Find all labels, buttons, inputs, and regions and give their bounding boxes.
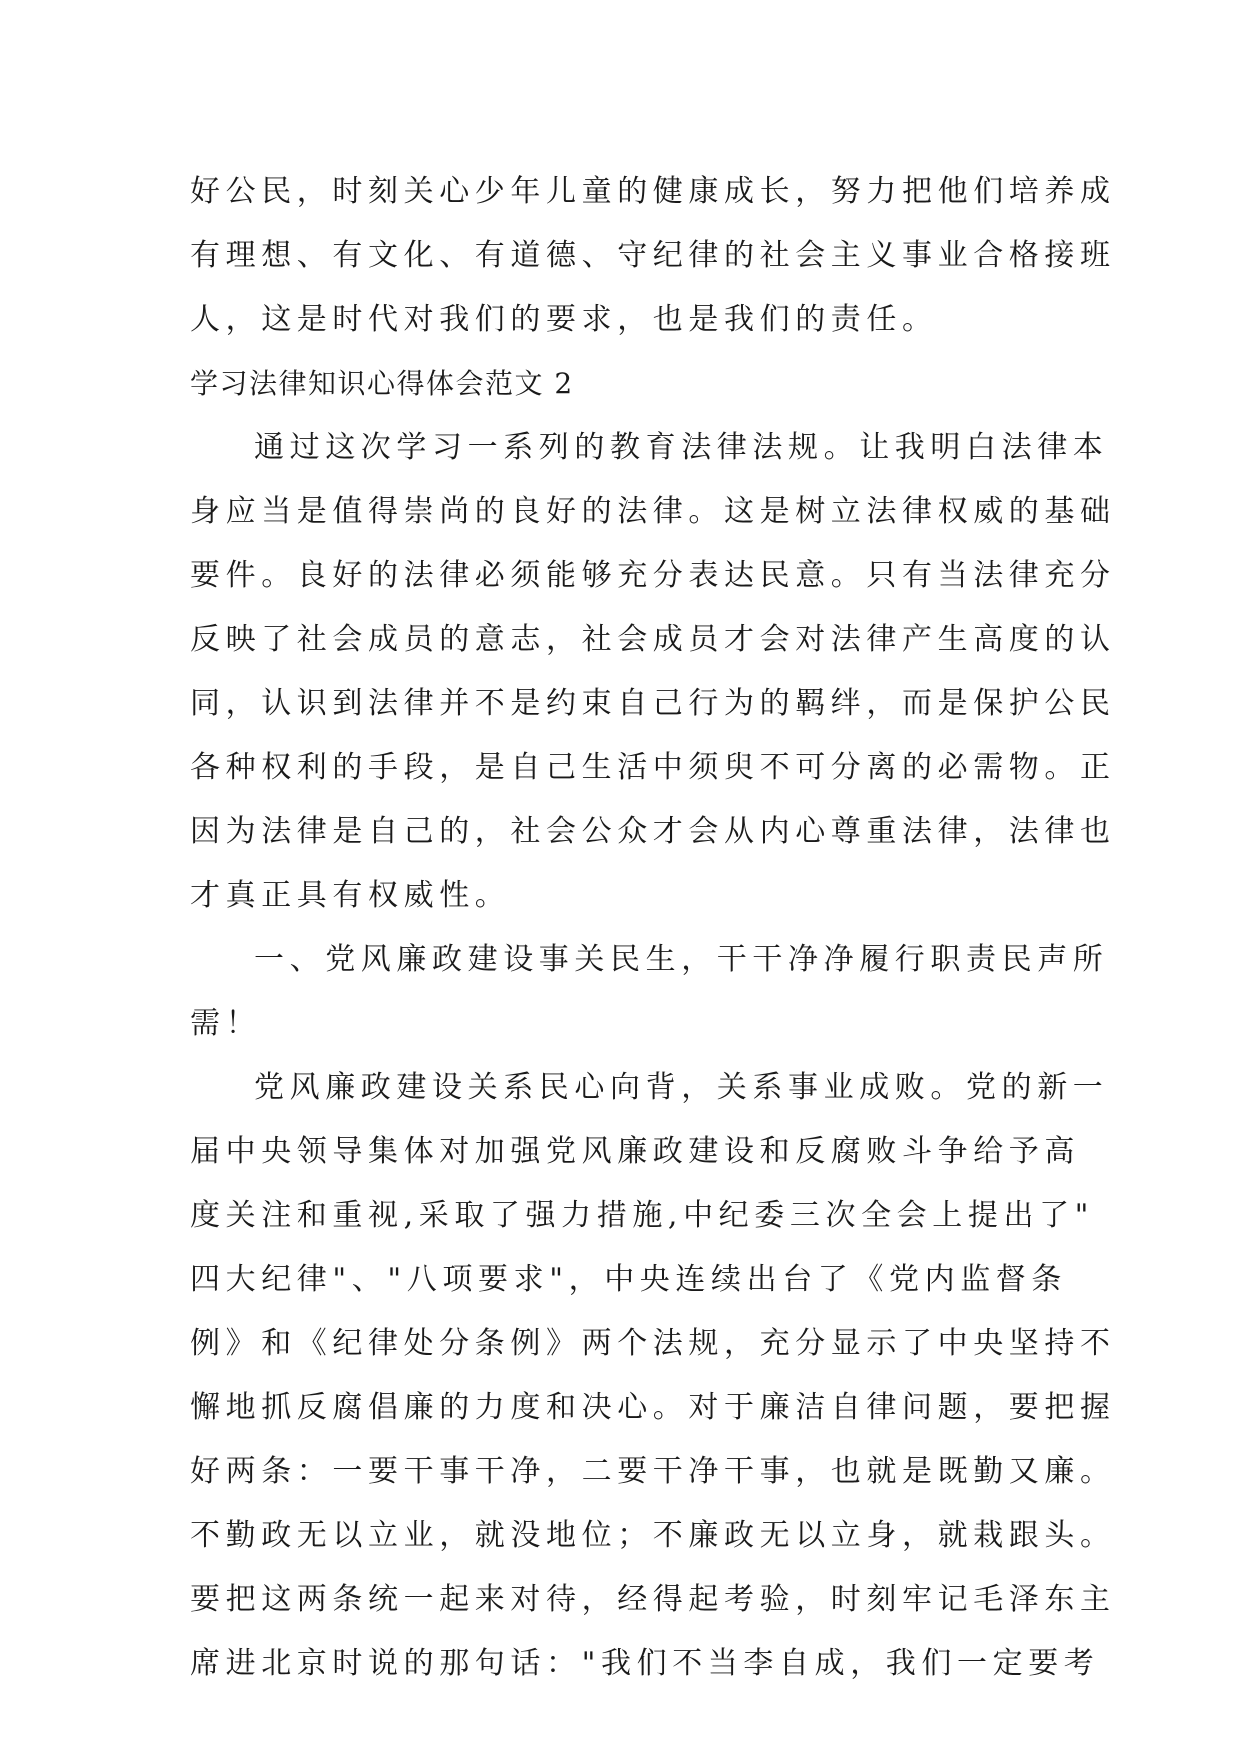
text-line: 例》和《纪律处分条例》两个法规，充分显示了中央坚持不 [190, 1326, 1116, 1361]
text-line: 需！ [190, 1006, 262, 1041]
text-line: 席进北京时说的那句话："我们不当李自成，我们一定要考 [190, 1646, 1100, 1681]
text-line: 届中央领导集体对加强党风廉政建设和反腐败斗争给予高 [190, 1134, 1080, 1169]
text-line: 四大纪律"、"八项要求"，中央连续出台了《党内监督条 [190, 1262, 1067, 1297]
section-heading: 学习法律知识心得体会范文 2 [190, 367, 574, 400]
subheading-first-line: 一、党风廉政建设事关民生，干干净净履行职责民声所 [254, 942, 1109, 977]
text-line: 身应当是值得崇尚的良好的法律。这是树立法律权威的基础 [190, 494, 1116, 529]
text-line: 同，认识到法律并不是约束自己行为的羁绊，而是保护公民 [190, 686, 1116, 721]
text-line: 因为法律是自己的，社会公众才会从内心尊重法律，法律也 [190, 814, 1116, 849]
text-line: 要件。良好的法律必须能够充分表达民意。只有当法律充分 [190, 558, 1116, 593]
document-body [190, 160, 1116, 1696]
paragraph-first-line: 通过这次学习一系列的教育法律法规。让我明白法律本 [254, 430, 1109, 465]
text-line: 度关注和重视,采取了强力措施,中纪委三次全会上提出了" [190, 1198, 1095, 1233]
text-line: 要把这两条统一起来对待，经得起考验，时刻牢记毛泽东主 [190, 1582, 1116, 1617]
text-line: 有理想、有文化、有道德、守纪律的社会主义事业合格接班 [190, 238, 1116, 273]
text-line: 懈地抓反腐倡廉的力度和决心。对于廉洁自律问题，要把握 [190, 1390, 1116, 1425]
text-line: 不勤政无以立业，就没地位；不廉政无以立身，就栽跟头。 [190, 1518, 1116, 1553]
text-line: 才真正具有权威性。 [190, 878, 511, 913]
text-line: 好两条：一要干事干净，二要干净干事，也就是既勤又廉。 [190, 1454, 1116, 1489]
text-line: 各种权利的手段，是自己生活中须臾不可分离的必需物。正 [190, 750, 1116, 785]
text-line: 好公民，时刻关心少年儿童的健康成长，努力把他们培养成 [190, 174, 1116, 209]
paragraph-first-line: 党风廉政建设关系民心向背，关系事业成败。党的新一 [254, 1070, 1109, 1105]
text-line: 人，这是时代对我们的要求，也是我们的责任。 [190, 302, 938, 337]
text-line: 反映了社会成员的意志，社会成员才会对法律产生高度的认 [190, 622, 1116, 657]
